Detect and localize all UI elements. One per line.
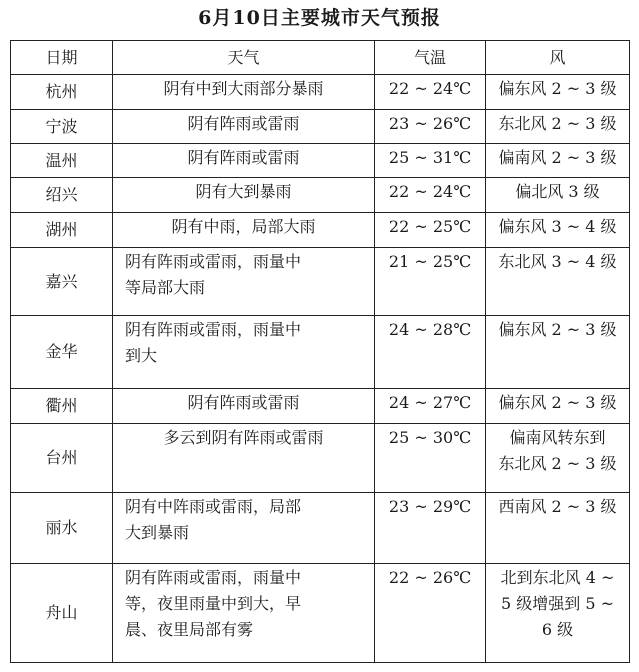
temperature-cell: 23 ~ 26℃ — [375, 110, 486, 144]
wind-text: 偏东风 2 ~ 3 级 — [498, 320, 617, 339]
weather-cell — [113, 389, 375, 424]
wind-cell — [486, 110, 630, 144]
weather-cell — [113, 110, 375, 144]
city-cell: 衢州 — [11, 389, 113, 424]
city-cell: 湖州 — [11, 213, 113, 248]
column-header-weather: 天气 — [113, 41, 375, 75]
wind-text: 偏东风 2 ~ 3 级 — [498, 393, 617, 412]
table-row — [11, 75, 630, 110]
table-row — [11, 213, 630, 248]
table-row — [11, 564, 630, 663]
wind-cell — [486, 493, 630, 564]
wind-text: 偏南风 2 ~ 3 级 — [498, 148, 617, 167]
city-cell: 绍兴 — [11, 178, 113, 213]
page-title: 6月10日主要城市天气预报 — [198, 7, 441, 29]
weather-text: 阴有中阵雨或雷雨，局部 大到暴雨 — [125, 497, 302, 542]
wind-text: 东北风 2 ~ 3 级 — [498, 114, 617, 133]
column-header-temperature: 气温 — [375, 41, 486, 75]
city-cell: 丽水 — [11, 493, 113, 564]
city-cell: 宁波 — [11, 110, 113, 144]
wind-text: 东北风 3 ~ 4 级 — [498, 252, 617, 271]
wind-cell — [486, 424, 630, 493]
city-cell: 温州 — [11, 144, 113, 178]
temperature-cell: 25 ~ 30℃ — [375, 424, 486, 493]
table-row — [11, 248, 630, 316]
wind-text: 北到东北风 4 ~ 5 级增强到 5 ~ 6 级 — [500, 568, 615, 639]
weather-cell — [113, 178, 375, 213]
temperature-cell: 22 ~ 25℃ — [375, 213, 486, 248]
weather-cell — [113, 75, 375, 110]
wind-cell — [486, 144, 630, 178]
forecast-table — [10, 40, 630, 663]
wind-cell — [486, 178, 630, 213]
column-header-date: 日期 — [11, 41, 113, 75]
wind-text: 偏东风 3 ~ 4 级 — [498, 217, 617, 236]
table-row — [11, 316, 630, 389]
weather-text: 阴有阵雨或雷雨 — [187, 114, 300, 133]
weather-text: 阴有阵雨或雷雨，雨量中 等局部大雨 — [125, 252, 302, 297]
temperature-cell: 22 ~ 26℃ — [375, 564, 486, 663]
weather-cell — [113, 493, 375, 564]
temperature-cell: 24 ~ 27℃ — [375, 389, 486, 424]
temperature-cell: 22 ~ 24℃ — [375, 178, 486, 213]
weather-text: 阴有阵雨或雷雨 — [187, 148, 300, 167]
weather-text: 阴有阵雨或雷雨 — [187, 393, 300, 412]
weather-cell — [113, 564, 375, 663]
weather-text: 阴有中到大雨部分暴雨 — [163, 79, 324, 98]
city-cell: 台州 — [11, 424, 113, 493]
weather-cell — [113, 316, 375, 389]
wind-text: 西南风 2 ~ 3 级 — [498, 497, 617, 516]
column-header-wind: 风 — [486, 41, 630, 75]
table-row — [11, 493, 630, 564]
wind-text: 偏南风转东到 东北风 2 ~ 3 级 — [498, 428, 617, 473]
temperature-cell: 25 ~ 31℃ — [375, 144, 486, 178]
wind-text: 偏东风 2 ~ 3 级 — [498, 79, 617, 98]
temperature-cell: 24 ~ 28℃ — [375, 316, 486, 389]
weather-cell — [113, 144, 375, 178]
weather-text: 阴有阵雨或雷雨，雨量中 等，夜里雨量中到大，早 晨、夜里局部有雾 — [125, 568, 302, 639]
table-row — [11, 144, 630, 178]
weather-text: 阴有大到暴雨 — [195, 182, 292, 201]
temperature-cell: 23 ~ 29℃ — [375, 493, 486, 564]
weather-cell — [113, 248, 375, 316]
city-cell: 舟山 — [11, 564, 113, 663]
table-row — [11, 424, 630, 493]
table-row — [11, 178, 630, 213]
city-cell: 金华 — [11, 316, 113, 389]
temperature-cell: 21 ~ 25℃ — [375, 248, 486, 316]
table-row — [11, 389, 630, 424]
weather-text: 多云到阴有阵雨或雷雨 — [163, 428, 324, 447]
wind-cell — [486, 316, 630, 389]
city-cell: 杭州 — [11, 75, 113, 110]
weather-cell — [113, 213, 375, 248]
wind-cell — [486, 564, 630, 663]
weather-text: 阴有阵雨或雷雨，雨量中 到大 — [125, 320, 302, 365]
wind-text: 偏北风 3 级 — [515, 182, 600, 201]
wind-cell — [486, 389, 630, 424]
temperature-cell: 22 ~ 24℃ — [375, 75, 486, 110]
wind-cell — [486, 248, 630, 316]
table-row — [11, 110, 630, 144]
weather-text: 阴有中雨，局部大雨 — [171, 217, 316, 236]
wind-cell — [486, 75, 630, 110]
table-header-row — [11, 41, 630, 75]
weather-cell — [113, 424, 375, 493]
wind-cell — [486, 213, 630, 248]
city-cell: 嘉兴 — [11, 248, 113, 316]
